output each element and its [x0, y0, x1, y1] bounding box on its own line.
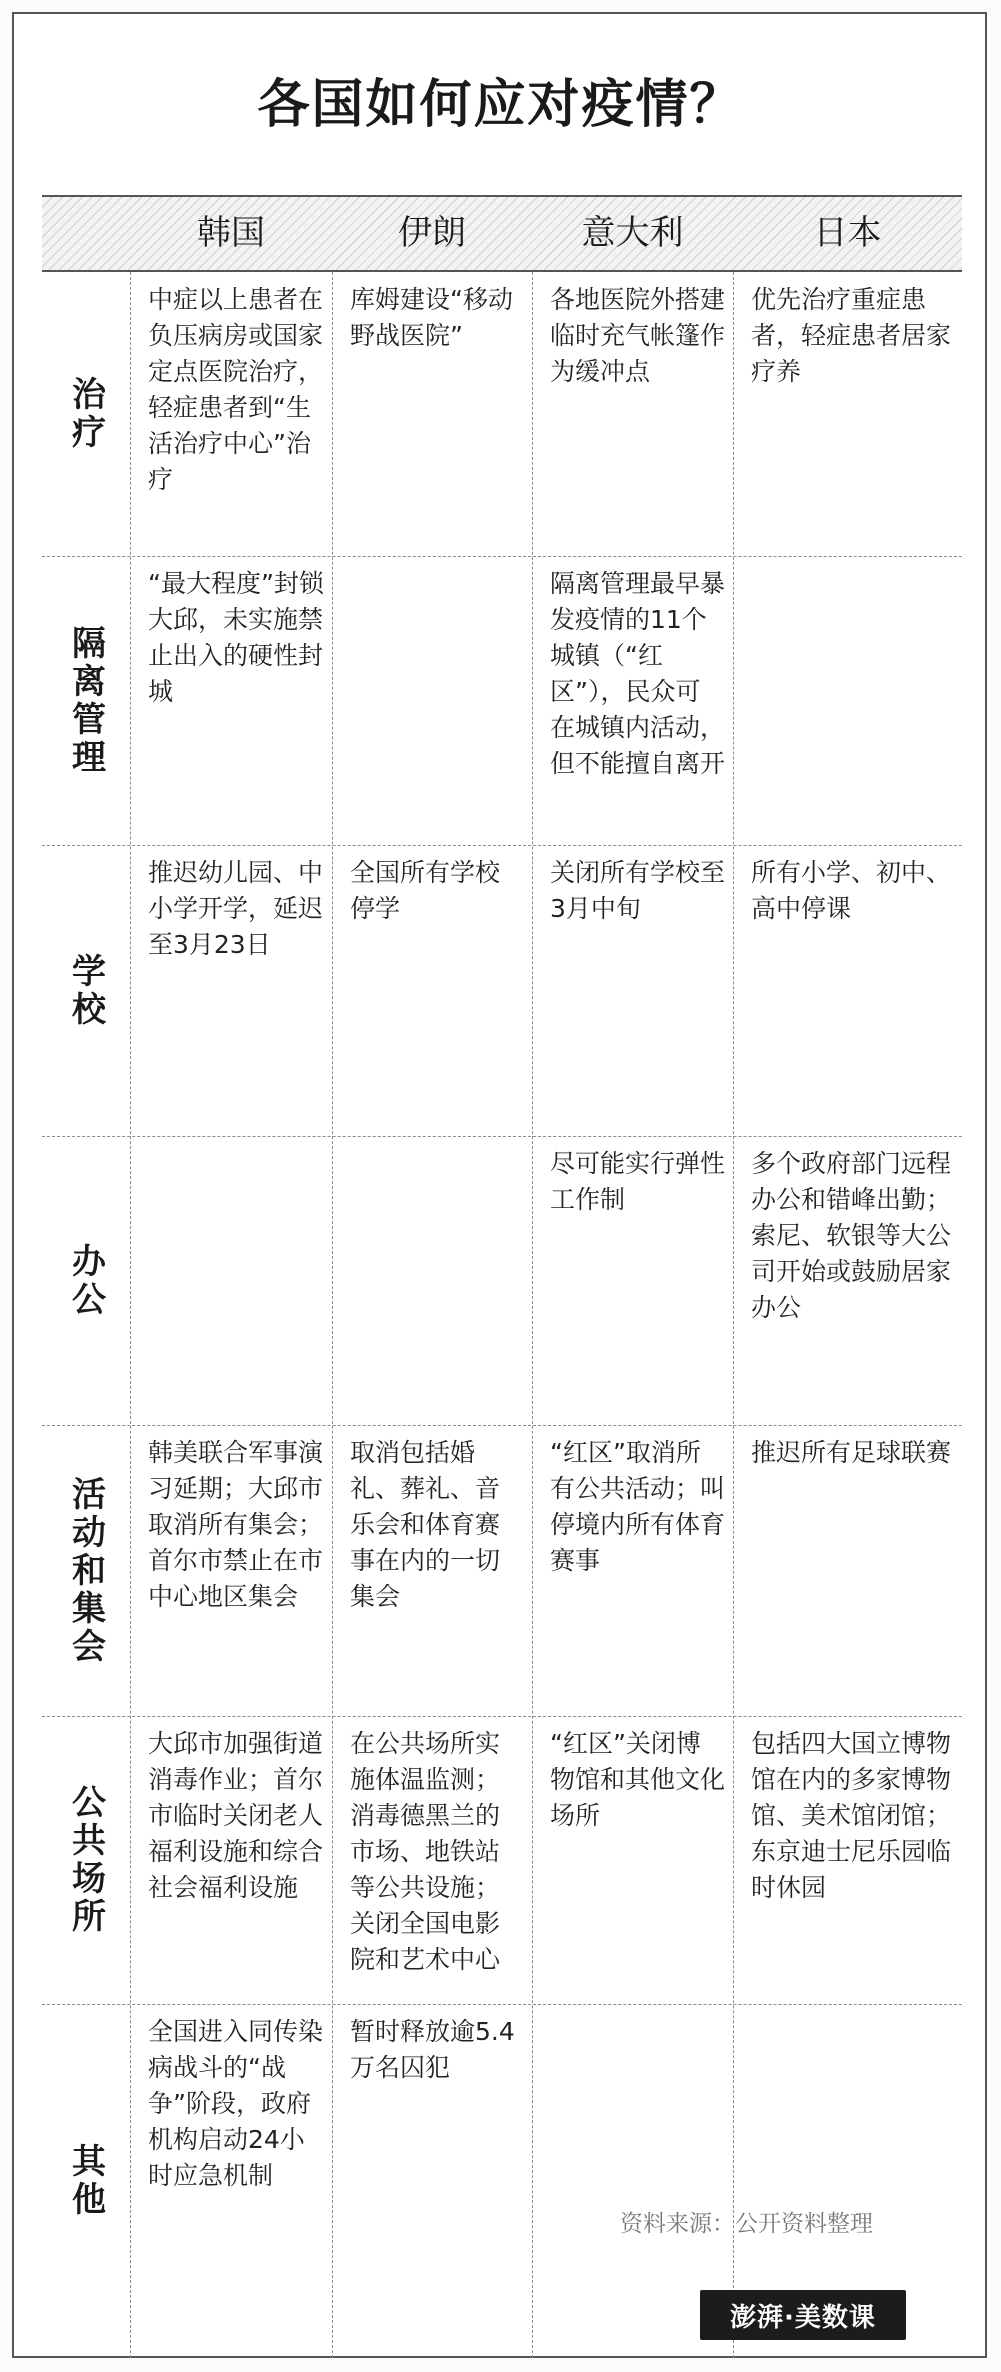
table-cell: 各地医院外搭建临时充气帐篷作为缓冲点	[550, 285, 726, 386]
table-cell: 包括四大国立博物馆在内的多家博物馆、美术馆闭馆；东京迪士尼乐园临时休园	[751, 1729, 952, 1902]
row-header: 办公	[65, 1242, 106, 1319]
table-cell: “红区”关闭博物馆和其他文化场所	[550, 1729, 726, 1830]
row-header: 学校	[65, 952, 106, 1029]
brand-logo: 澎湃·美数课	[700, 2290, 906, 2340]
table-cell: 暂时释放逾5.4万名囚犯	[350, 2017, 515, 2082]
column-header: 伊朗	[398, 213, 466, 253]
column-header: 意大利	[581, 213, 684, 253]
table-cell: 库姆建设“移动野战医院”	[350, 285, 513, 350]
table-cell: 尽可能实行弹性工作制	[550, 1149, 726, 1214]
row-header: 活动和集会	[65, 1475, 106, 1666]
table-cell: 推迟幼儿园、中小学开学，延迟至3月23日	[148, 858, 324, 959]
table-cell: “最大程度”封锁大邱，未实施禁止出入的硬性封城	[148, 569, 324, 706]
page-title: 各国如何应对疫情？	[257, 75, 744, 135]
table-cell: 关闭所有学校至3月中旬	[550, 858, 726, 923]
table-cell: 在公共场所实施体温监测；消毒德黑兰的市场、地铁站等公共设施；关闭全国电影院和艺术中心	[350, 1729, 501, 1974]
table-cell: “红区”取消所有公共活动；叫停境内所有体育赛事	[550, 1438, 726, 1575]
table-cell: 多个政府部门远程办公和错峰出勤；索尼、软银等大公司开始或鼓励居家办公	[751, 1149, 952, 1322]
source-note: 资料来源：公开资料整理	[620, 2211, 873, 2237]
table-cell: 所有小学、初中、高中停课	[751, 858, 952, 923]
table-cell: 大邱市加强街道消毒作业；首尔市临时关闭老人福利设施和综合社会福利设施	[148, 1729, 324, 1902]
table-cell	[130, 1136, 332, 1425]
table-cell	[332, 1136, 532, 1425]
table-cell: 取消包括婚礼、葬礼、音乐会和体育赛事在内的一切集会	[350, 1438, 501, 1611]
table-cell: 全国进入同传染病战斗的“战争”阶段，政府机构启动24小时应急机制	[148, 2017, 324, 2190]
row-header: 其他	[65, 2143, 106, 2219]
row-header: 治疗	[65, 376, 106, 452]
table-cell: 中症以上患者在负压病房或国家定点医院治疗，轻症患者到“生活治疗中心”治疗	[148, 285, 324, 494]
column-header: 韩国	[197, 213, 265, 253]
table-cell: 优先治疗重症患者，轻症患者居家疗养	[751, 285, 952, 386]
table-cell	[332, 556, 532, 845]
row-header: 隔离管理	[65, 624, 106, 777]
table-cell: 推迟所有足球联赛	[751, 1438, 952, 1467]
table-cell: 全国所有学校停学	[350, 858, 501, 923]
table-cell: 隔离管理最早暴发疫情的11个城镇（“红区”），民众可在城镇内活动，但不能擅自离开	[550, 569, 726, 778]
table-cell	[733, 556, 962, 845]
row-header: 公共场所	[65, 1784, 106, 1936]
table-cell: 韩美联合军事演习延期；大邱市取消所有集会；首尔市禁止在市中心地区集会	[148, 1438, 324, 1611]
column-header: 日本	[813, 213, 882, 253]
